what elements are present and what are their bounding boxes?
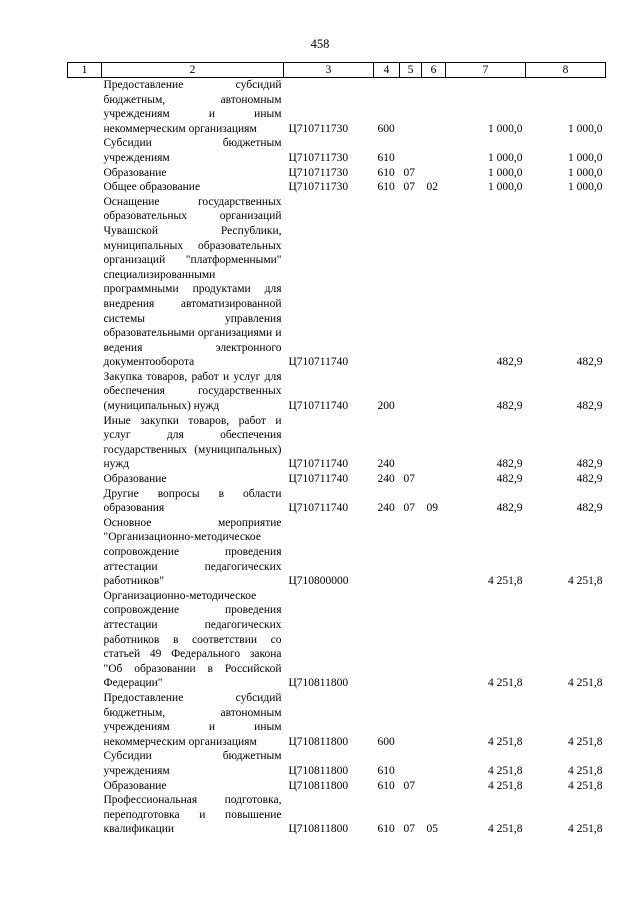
cell-amount-1: 482,9 bbox=[496, 458, 523, 471]
cell-section bbox=[400, 691, 422, 749]
table-row bbox=[68, 414, 606, 472]
table-row bbox=[68, 691, 606, 749]
cell-subsection: 09 bbox=[426, 502, 438, 515]
cell-empty bbox=[68, 589, 102, 691]
cell-amount-2: 482,9 bbox=[576, 458, 603, 471]
cell-amount-2: 4 251,8 bbox=[568, 677, 603, 690]
cell-target-article: Ц710800000 bbox=[288, 575, 349, 588]
cell-expense-type: 600 bbox=[377, 735, 395, 748]
cell-expense-type: 240 bbox=[377, 502, 395, 515]
cell-empty bbox=[68, 78, 102, 137]
cell-amount-2: 4 251,8 bbox=[568, 735, 603, 748]
cell-section bbox=[400, 516, 422, 589]
cell-subsection bbox=[422, 414, 446, 472]
table-row bbox=[68, 166, 606, 181]
budget-table bbox=[67, 62, 606, 837]
cell-amount-2: 1 000,0 bbox=[568, 122, 603, 135]
header-col-6: 6 bbox=[422, 63, 446, 78]
cell-amount-2: 482,9 bbox=[576, 356, 603, 369]
cell-target-article: Ц710711740 bbox=[288, 400, 349, 413]
cell-amount-1: 1 000,0 bbox=[488, 122, 523, 135]
cell-section: 07 bbox=[403, 823, 415, 836]
cell-name: Образование bbox=[103, 166, 167, 179]
cell-expense-type: 600 bbox=[377, 122, 395, 135]
cell-empty bbox=[68, 180, 102, 195]
header-col-8: 8 bbox=[526, 63, 606, 78]
table-row bbox=[68, 487, 606, 516]
cell-empty bbox=[68, 749, 102, 778]
cell-target-article: Ц710811800 bbox=[288, 779, 349, 792]
cell-expense-type: 240 bbox=[377, 458, 395, 471]
cell-empty bbox=[68, 793, 102, 837]
table-row bbox=[68, 136, 606, 165]
cell-target-article: Ц710711730 bbox=[288, 151, 349, 164]
table-row bbox=[68, 779, 606, 794]
cell-expense-type: 240 bbox=[377, 473, 395, 486]
table-row bbox=[68, 793, 606, 837]
table-row bbox=[68, 589, 606, 691]
cell-section: 07 bbox=[403, 502, 415, 515]
cell-subsection bbox=[422, 589, 446, 691]
cell-amount-2: 4 251,8 bbox=[568, 823, 603, 836]
header-col-7: 7 bbox=[446, 63, 526, 78]
table-row bbox=[68, 180, 606, 195]
cell-target-article: Ц710711740 bbox=[288, 502, 349, 515]
cell-target-article: Ц710711730 bbox=[288, 181, 349, 194]
cell-section: 07 bbox=[403, 166, 415, 179]
cell-section: 07 bbox=[403, 473, 415, 486]
cell-empty bbox=[68, 472, 102, 487]
cell-amount-2: 4 251,8 bbox=[568, 779, 603, 792]
cell-subsection: 02 bbox=[426, 181, 438, 194]
cell-section: 07 bbox=[403, 779, 415, 792]
cell-subsection bbox=[422, 78, 446, 137]
cell-name: Предоставление субсидий бюджетным, автономным учреждениям и иным некоммерческим организациям bbox=[103, 79, 282, 135]
cell-amount-1: 482,9 bbox=[496, 502, 523, 515]
cell-section bbox=[400, 195, 422, 370]
cell-subsection bbox=[422, 691, 446, 749]
cell-expense-type: 610 bbox=[377, 823, 395, 836]
table-row bbox=[68, 516, 606, 589]
header-col-2: 2 bbox=[102, 63, 284, 78]
cell-subsection: 05 bbox=[426, 823, 438, 836]
cell-amount-1: 482,9 bbox=[496, 400, 523, 413]
cell-amount-1: 1 000,0 bbox=[488, 166, 523, 179]
table-row bbox=[68, 749, 606, 778]
header-col-3: 3 bbox=[284, 63, 374, 78]
header-row bbox=[68, 63, 606, 78]
cell-name: Субсидии бюджетным учреждениям bbox=[103, 137, 282, 164]
cell-subsection bbox=[422, 472, 446, 487]
cell-empty bbox=[68, 691, 102, 749]
cell-empty bbox=[68, 370, 102, 414]
table-row bbox=[68, 78, 606, 137]
cell-target-article: Ц710711740 bbox=[288, 356, 349, 369]
cell-target-article: Ц710711740 bbox=[288, 458, 349, 471]
cell-name: Основное мероприятие "Организационно-методическое сопровождение проведения аттестации педагогических работников" bbox=[103, 516, 282, 588]
cell-name: Образование bbox=[103, 473, 167, 486]
cell-amount-1: 482,9 bbox=[496, 356, 523, 369]
cell-empty bbox=[68, 414, 102, 472]
cell-empty bbox=[68, 166, 102, 181]
cell-name: Организационно-методическое сопровождение проведения аттестации педагогических работников в соответствии со статьей 49 Федерального закона "Об образовании в Российской Федерации" bbox=[103, 589, 282, 690]
cell-section: 07 bbox=[403, 181, 415, 194]
cell-section bbox=[400, 370, 422, 414]
cell-target-article: Ц710811800 bbox=[288, 735, 349, 748]
cell-expense-type bbox=[374, 516, 400, 589]
cell-amount-2: 1 000,0 bbox=[568, 181, 603, 194]
cell-amount-1: 4 251,8 bbox=[488, 823, 523, 836]
cell-section bbox=[400, 136, 422, 165]
cell-section bbox=[400, 749, 422, 778]
cell-expense-type: 610 bbox=[377, 166, 395, 179]
cell-section bbox=[400, 589, 422, 691]
cell-amount-2: 1 000,0 bbox=[568, 151, 603, 164]
cell-empty bbox=[68, 195, 102, 370]
cell-expense-type: 610 bbox=[377, 779, 395, 792]
table-row bbox=[68, 472, 606, 487]
cell-expense-type: 610 bbox=[377, 151, 395, 164]
cell-empty bbox=[68, 779, 102, 794]
cell-empty bbox=[68, 136, 102, 165]
cell-subsection bbox=[422, 370, 446, 414]
cell-target-article: Ц710711730 bbox=[288, 166, 349, 179]
cell-amount-2: 4 251,8 bbox=[568, 575, 603, 588]
table-row bbox=[68, 370, 606, 414]
table-row bbox=[68, 195, 606, 370]
cell-amount-1: 1 000,0 bbox=[488, 151, 523, 164]
cell-section bbox=[400, 414, 422, 472]
cell-empty bbox=[68, 516, 102, 589]
cell-name: Закупка товаров, работ и услуг для обеспечения государственных (муниципальных) нужд bbox=[103, 370, 282, 413]
cell-subsection bbox=[422, 749, 446, 778]
cell-amount-1: 1 000,0 bbox=[488, 181, 523, 194]
cell-name: Общее образование bbox=[103, 181, 201, 194]
cell-amount-1: 4 251,8 bbox=[488, 764, 523, 777]
cell-subsection bbox=[422, 136, 446, 165]
cell-section bbox=[400, 78, 422, 137]
cell-target-article: Ц710811800 bbox=[288, 764, 349, 777]
cell-name: Образование bbox=[103, 779, 167, 792]
header-col-4: 4 bbox=[374, 63, 400, 78]
cell-empty bbox=[68, 487, 102, 516]
cell-expense-type bbox=[374, 195, 400, 370]
cell-target-article: Ц710711730 bbox=[288, 122, 349, 135]
cell-amount-2: 4 251,8 bbox=[568, 764, 603, 777]
cell-name: Оснащение государственных образовательных организаций Чувашской Республики, муниципальных образовательных организаций "платформенными" специализированными программными продуктами для внедрения автоматизированной системы управления образовательными организациями и ведения электронного документооборота bbox=[103, 195, 282, 369]
cell-expense-type: 610 bbox=[377, 764, 395, 777]
cell-amount-1: 4 251,8 bbox=[488, 575, 523, 588]
cell-target-article: Ц710811800 bbox=[288, 677, 349, 690]
cell-amount-2: 482,9 bbox=[576, 400, 603, 413]
cell-target-article: Ц710811800 bbox=[288, 823, 349, 836]
cell-amount-2: 1 000,0 bbox=[568, 166, 603, 179]
header-col-5: 5 bbox=[400, 63, 422, 78]
cell-name: Другие вопросы в области образования bbox=[103, 487, 282, 515]
cell-expense-type: 200 bbox=[377, 400, 395, 413]
cell-name: Иные закупки товаров, работ и услуг для обеспечения государственных (муниципальных) нужд bbox=[103, 414, 282, 471]
cell-amount-1: 482,9 bbox=[496, 473, 523, 486]
cell-amount-1: 4 251,8 bbox=[488, 735, 523, 748]
cell-amount-2: 482,9 bbox=[576, 502, 603, 515]
cell-target-article: Ц710711740 bbox=[288, 473, 349, 486]
cell-subsection bbox=[422, 516, 446, 589]
cell-subsection bbox=[422, 166, 446, 181]
cell-amount-2: 482,9 bbox=[576, 473, 603, 486]
cell-expense-type: 610 bbox=[377, 181, 395, 194]
cell-expense-type bbox=[374, 589, 400, 691]
cell-amount-1: 4 251,8 bbox=[488, 779, 523, 792]
cell-amount-1: 4 251,8 bbox=[488, 677, 523, 690]
page-number: 458 bbox=[310, 37, 330, 51]
cell-name: Предоставление субсидий бюджетным, автономным учреждениям и иным некоммерческим организациям bbox=[103, 691, 282, 748]
cell-name: Субсидии бюджетным учреждениям bbox=[103, 750, 282, 777]
cell-subsection bbox=[422, 779, 446, 794]
cell-subsection bbox=[422, 195, 446, 370]
header-col-1: 1 bbox=[68, 63, 102, 78]
cell-name: Профессиональная подготовка, переподготовка и повышение квалификации bbox=[103, 794, 282, 836]
